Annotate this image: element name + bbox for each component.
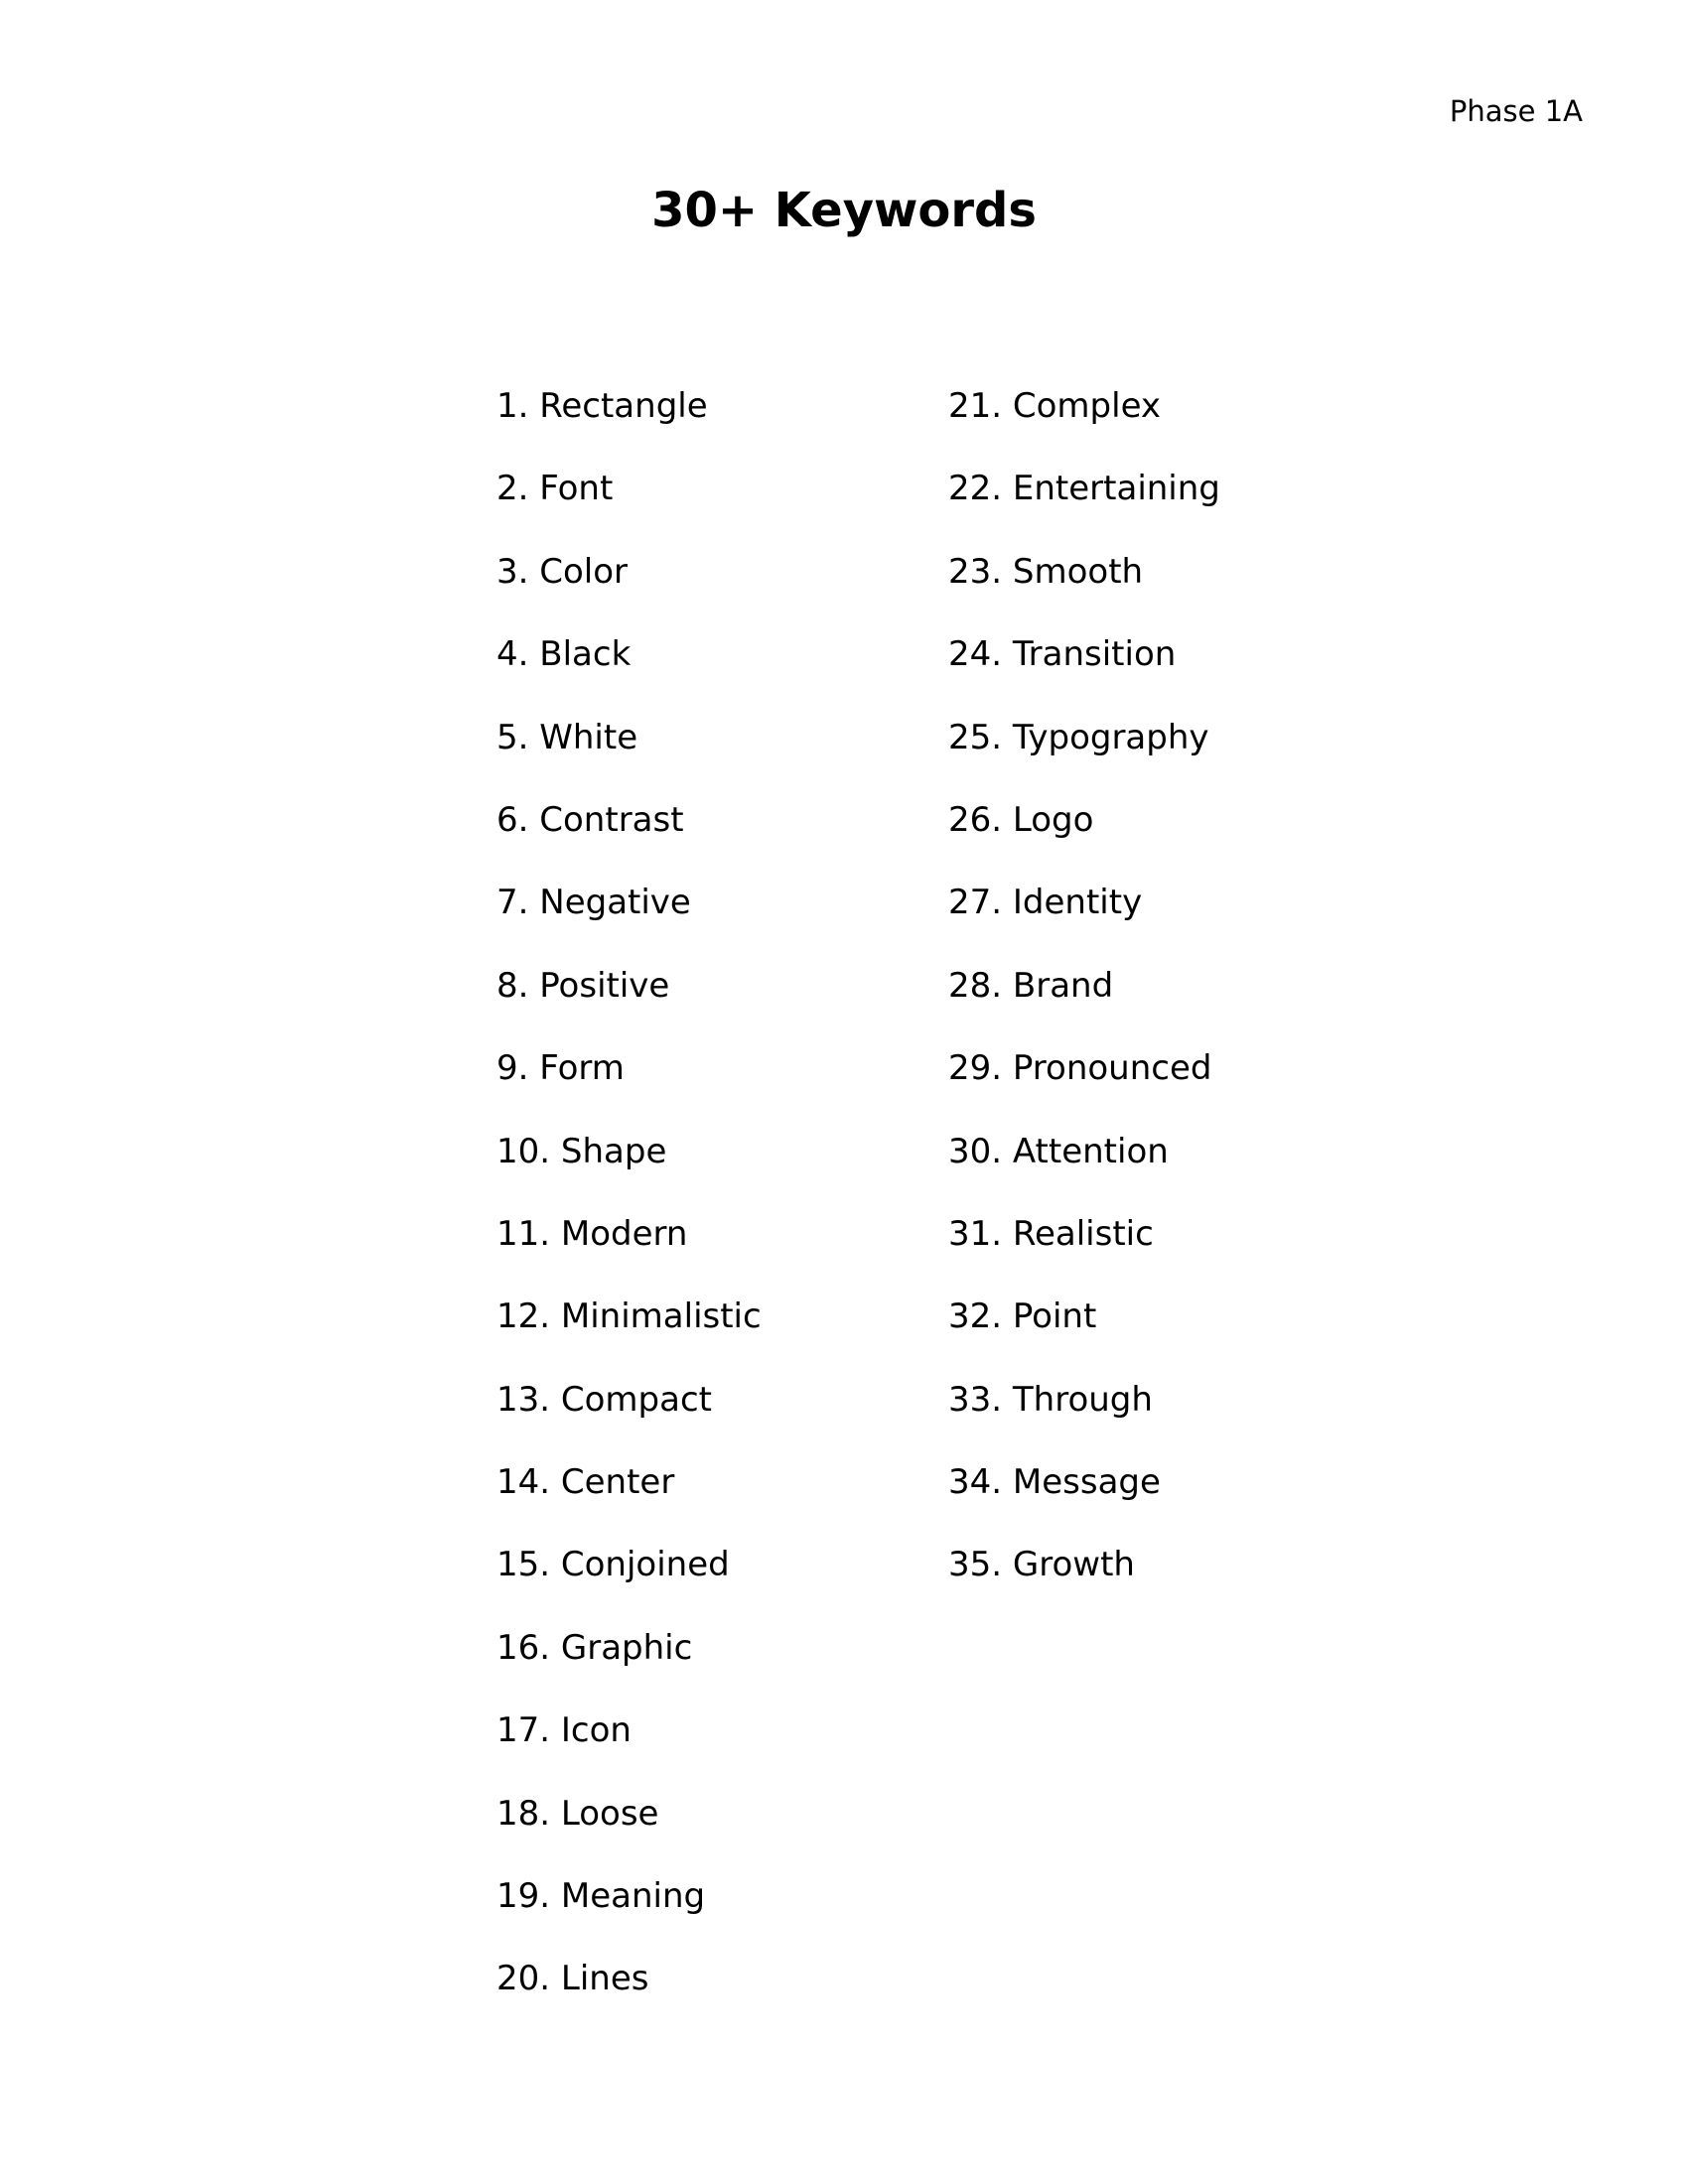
keyword-number: 35. — [948, 1545, 1003, 1585]
keyword-item — [948, 876, 1220, 958]
keyword-text: Black — [539, 634, 632, 675]
keyword-text: Loose — [560, 1793, 659, 1834]
keyword-item — [496, 1704, 762, 1786]
keyword-text: Minimalistic — [560, 1297, 762, 1337]
keyword-text: Icon — [560, 1710, 632, 1751]
keyword-text: Positive — [539, 965, 670, 1006]
keyword-item — [496, 1455, 762, 1538]
keyword-number: 18. — [496, 1793, 551, 1834]
keyword-item — [948, 1538, 1220, 1620]
keyword-number: 9. — [496, 1048, 529, 1089]
keyword-text: Growth — [1012, 1545, 1135, 1585]
keyword-item — [496, 1952, 762, 2034]
keyword-text: Point — [1012, 1297, 1097, 1337]
keyword-text: Through — [1012, 1379, 1153, 1420]
keyword-text: Pronounced — [1012, 1048, 1212, 1089]
keyword-text: Identity — [1012, 883, 1143, 923]
keyword-item — [496, 1869, 762, 1952]
keyword-number: 4. — [496, 634, 529, 675]
keyword-item — [948, 462, 1220, 544]
keyword-item — [496, 793, 762, 876]
keyword-number: 15. — [496, 1545, 551, 1585]
keyword-text: Negative — [539, 883, 691, 923]
keyword-list-left-column — [496, 379, 762, 2035]
keyword-list-right-column — [948, 379, 1220, 1621]
keyword-number: 19. — [496, 1876, 551, 1917]
keyword-number: 5. — [496, 717, 529, 757]
keyword-text: Modern — [560, 1213, 688, 1254]
keyword-item — [496, 1373, 762, 1455]
keyword-text: Contrast — [539, 799, 684, 840]
keyword-number: 25. — [948, 717, 1003, 757]
keyword-text: Attention — [1012, 1131, 1169, 1171]
keyword-number: 10. — [496, 1131, 551, 1171]
keyword-item — [496, 627, 762, 710]
keyword-text: Compact — [560, 1379, 712, 1420]
keyword-text: Form — [539, 1048, 625, 1089]
keyword-text: White — [539, 717, 638, 757]
keyword-item — [496, 462, 762, 544]
keyword-number: 3. — [496, 551, 529, 592]
keyword-item — [496, 545, 762, 627]
keyword-item — [496, 1538, 762, 1620]
keyword-number: 24. — [948, 634, 1003, 675]
keyword-number: 31. — [948, 1213, 1003, 1254]
keyword-number: 7. — [496, 883, 529, 923]
keyword-text: Center — [560, 1462, 675, 1503]
keyword-number: 2. — [496, 469, 529, 509]
keyword-text: Logo — [1012, 799, 1094, 840]
keyword-text: Transition — [1012, 634, 1177, 675]
keyword-item — [496, 1621, 762, 1704]
keyword-item — [496, 1041, 762, 1124]
keyword-text: Rectangle — [539, 386, 708, 426]
keyword-item — [496, 1290, 762, 1372]
keyword-item — [948, 959, 1220, 1041]
keyword-number: 22. — [948, 469, 1003, 509]
keyword-number: 28. — [948, 965, 1003, 1006]
keyword-text: Shape — [560, 1131, 667, 1171]
page-title: 30+ Keywords — [651, 183, 1037, 238]
phase-label: Phase 1A — [1449, 94, 1583, 128]
keyword-item — [948, 545, 1220, 627]
keyword-text: Typography — [1012, 717, 1209, 757]
keyword-item — [496, 711, 762, 793]
keyword-number: 29. — [948, 1048, 1003, 1089]
keyword-number: 27. — [948, 883, 1003, 923]
keyword-number: 34. — [948, 1462, 1003, 1503]
keyword-item — [496, 1125, 762, 1207]
keyword-number: 17. — [496, 1710, 551, 1751]
keyword-text: Smooth — [1012, 551, 1144, 592]
keyword-item — [948, 711, 1220, 793]
keyword-number: 30. — [948, 1131, 1003, 1171]
keyword-text: Meaning — [560, 1876, 706, 1917]
keyword-item — [948, 1455, 1220, 1538]
keyword-item — [948, 1290, 1220, 1372]
keyword-item — [496, 959, 762, 1041]
keyword-text: Conjoined — [560, 1545, 730, 1585]
keyword-text: Graphic — [560, 1627, 693, 1668]
keyword-number: 32. — [948, 1297, 1003, 1337]
keyword-item — [496, 1787, 762, 1869]
keyword-item — [948, 1207, 1220, 1290]
keyword-number: 13. — [496, 1379, 551, 1420]
keyword-text: Color — [539, 551, 629, 592]
keyword-item — [948, 1041, 1220, 1124]
keyword-item — [948, 627, 1220, 710]
keyword-number: 1. — [496, 386, 529, 426]
keyword-number: 16. — [496, 1627, 551, 1668]
keyword-text: Lines — [560, 1959, 649, 1999]
keyword-text: Entertaining — [1012, 469, 1220, 509]
keyword-item — [948, 379, 1220, 462]
keyword-number: 33. — [948, 1379, 1003, 1420]
keyword-number: 26. — [948, 799, 1003, 840]
keyword-item — [948, 1125, 1220, 1207]
keyword-number: 6. — [496, 799, 529, 840]
keyword-number: 11. — [496, 1213, 551, 1254]
keyword-text: Realistic — [1012, 1213, 1154, 1254]
keyword-text: Brand — [1012, 965, 1114, 1006]
keyword-number: 20. — [496, 1959, 551, 1999]
keyword-item — [496, 876, 762, 958]
keyword-number: 8. — [496, 965, 529, 1006]
keyword-item — [496, 379, 762, 462]
keyword-text: Font — [539, 469, 614, 509]
keyword-item — [948, 793, 1220, 876]
keyword-number: 23. — [948, 551, 1003, 592]
keyword-number: 21. — [948, 386, 1003, 426]
keyword-number: 14. — [496, 1462, 551, 1503]
keyword-item — [496, 1207, 762, 1290]
keyword-item — [948, 1373, 1220, 1455]
keyword-text: Complex — [1012, 386, 1162, 426]
keyword-number: 12. — [496, 1297, 551, 1337]
keyword-text: Message — [1012, 1462, 1161, 1503]
